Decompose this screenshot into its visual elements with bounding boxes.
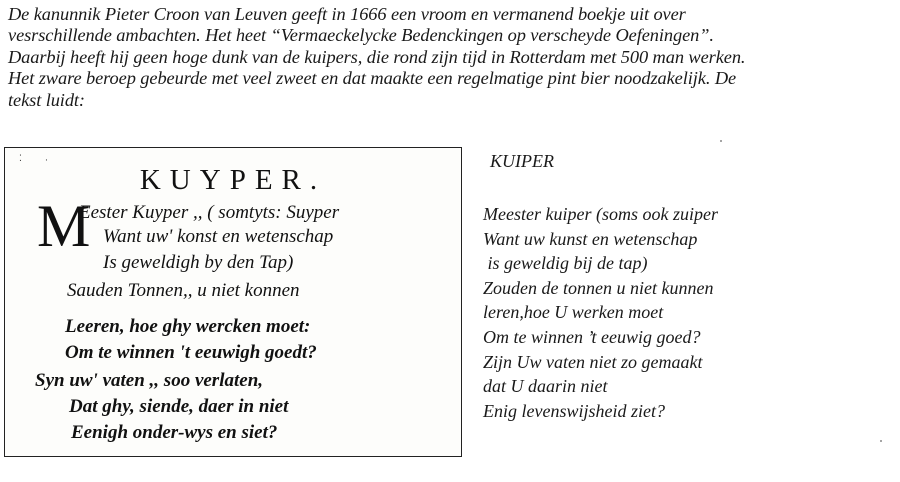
translation-line: Zijn Uw vaten niet zo gemaakt — [483, 351, 703, 372]
intro-line: Daarbij heeft hij geen hoge dunk van de kuipers, die rond zijn tijd in Rotterdam met 500 man werken. — [8, 46, 746, 67]
translation-line: Om te winnen ’t eeuwig goed? — [483, 326, 701, 347]
translation-line: leren,hoe U werken moet — [483, 302, 664, 323]
translation-line: dat U daarin niet — [483, 376, 608, 397]
scan-line: Eester Kuyper ,, ( somtyts: Suyper — [79, 202, 340, 223]
intro-line: Het zware beroep gebeurde met veel zweet en dat maakte een regelmatige pint bier noodzakelijk. De — [8, 68, 737, 89]
intro-line: vesrschillende ambachten. Het heet “Vermaeckelycke Bedenckingen op verscheyde Oefeningen”. — [8, 25, 714, 46]
translation-line: is geweldig bij de tap) — [483, 253, 648, 274]
scan-line: Is geweldigh by den Tap) — [103, 252, 294, 273]
scan-line: Syn uw' vaten ,, soo verlaten, — [35, 370, 264, 391]
scan-line: Want uw' konst en wetenschap — [103, 226, 334, 247]
translation-poem — [483, 202, 718, 423]
intro-line: De kanunnik Pieter Croon van Leuven geeft in 1666 een vroom en vermanend boekje uit over — [8, 4, 686, 24]
scan-speck — [720, 140, 722, 142]
translation-line: Want uw kunst en wetenschap — [483, 228, 698, 249]
scan-speck: · — [45, 156, 48, 166]
scan-line: Eenigh onder-wys en siet? — [71, 422, 278, 443]
intro-line: tekst luidt: — [8, 89, 85, 110]
scan-speck: ⁚ — [19, 154, 22, 164]
intro-paragraph — [8, 4, 894, 111]
scan-speck — [880, 440, 882, 442]
scanned-poem-image — [4, 147, 462, 457]
translation-line: Zouden de tonnen u niet kunnen — [483, 277, 714, 298]
scan-line: Dat ghy, siende, daer in niet — [69, 396, 289, 417]
translation-line: Meester kuiper (soms ook zuiper — [483, 204, 718, 224]
scan-line: Leeren, hoe ghy wercken moet: — [65, 316, 311, 337]
translation-line: Enig levenswijsheid ziet? — [483, 400, 665, 421]
scan-line: Om te winnen 't eeuwigh goedt? — [65, 342, 317, 363]
translation-title: KUIPER — [490, 151, 554, 171]
scan-line: Sauden Tonnen,, u niet konnen — [67, 280, 300, 301]
scan-dropcap: M — [37, 193, 91, 259]
scan-title: KUYPER. — [139, 164, 327, 196]
